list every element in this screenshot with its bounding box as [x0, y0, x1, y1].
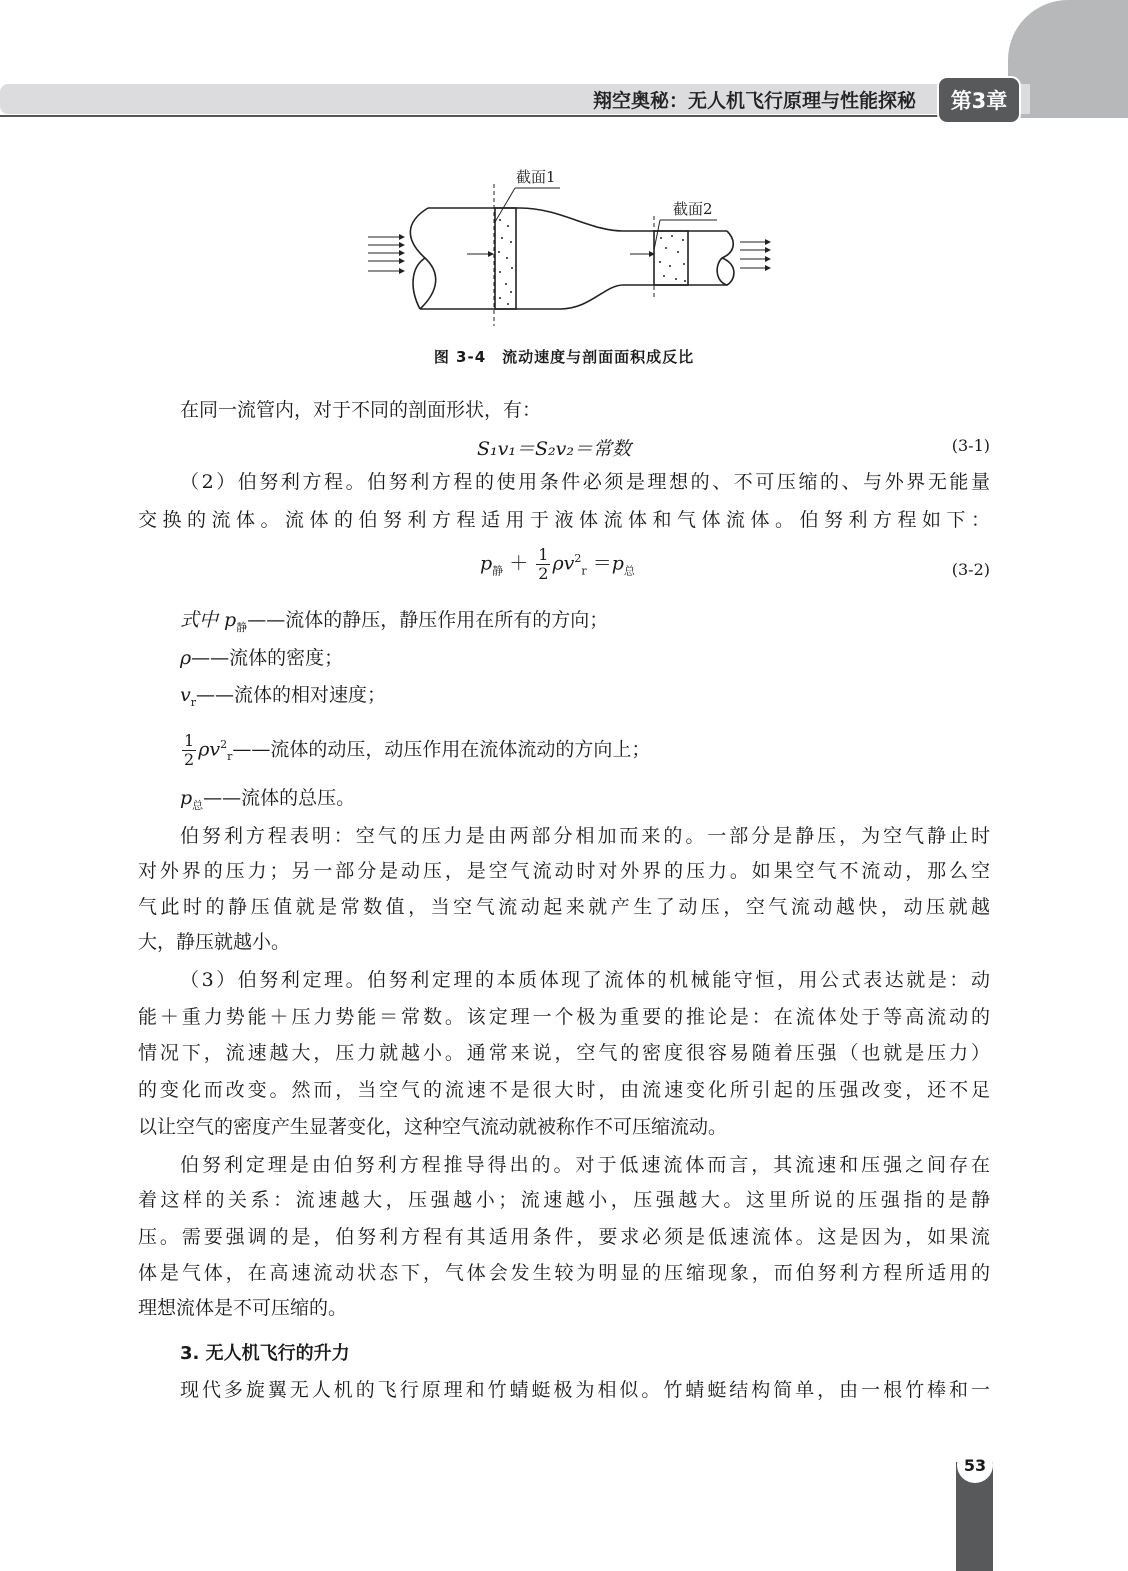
label-section1: 截面1 [516, 168, 556, 186]
paragraph-line: 的变化而改变。然而，当空气的流速不是很大时，由流速变化所引起的压强改变，还不足 [138, 1079, 990, 1101]
intro-line: 在同一流管内，对于不同的剖面形状，有： [180, 399, 542, 421]
definition-density: ρ——流体的密度； [180, 647, 344, 669]
paragraph-line: 交换的流体。流体的伯努利方程适用于液体流体和气体流体。伯努利方程如下： [138, 509, 990, 531]
paragraph-line: 伯努利方程表明：空气的压力是由两部分相加而来的。一部分是静压，为空气静止时 [180, 825, 990, 847]
figure-caption: 图 3-4 流动速度与剖面面积成反比 [433, 348, 695, 366]
definition-static-pressure: 式中 $p_静——$流体的静压，静压作用在所有的方向； [180, 609, 609, 634]
definition-dynamic-pressure: $\frac{1}{2}$ $\rho v^2_r——$流体的动压，动压作用在流体流动的方向上； [184, 730, 651, 769]
definition-total-pressure: $p_总——$流体的总压。 [180, 787, 356, 812]
paragraph-line: 大，静压就越小。 [138, 931, 291, 953]
equation-number-3-1: (3-1) [951, 436, 990, 455]
paragraph-line: 着这样的关系：流速越大，压强越小；流速越小，压强越大。这里所说的压强指的是静 [138, 1189, 990, 1211]
paragraph-line: 以让空气的密度产生显著变化，这种空气流动就被称作不可压缩流动。 [138, 1116, 728, 1138]
tube-right-end [717, 231, 734, 285]
label-section2: 截面2 [673, 200, 713, 218]
paragraph-line: 气此时的静压值就是常数值，当空气流动起来就产生了动压，空气流动越快，动压就越 [138, 896, 990, 918]
equation-3-2: $p_静$ ＋ $\frac{1}{2}$ $\rho v^2_r =p_总$ [480, 545, 635, 583]
section1-box [495, 208, 516, 309]
book-title: 翔空奥秘：无人机飞行原理与性能探秘 [592, 90, 916, 112]
tube-bottom-wall [420, 285, 727, 309]
paragraph-line: 体是气体，在高速流动状态下，气体会发生较为明显的压缩现象，而伯努利方程所适用的 [138, 1262, 990, 1284]
paragraph-line: 能＋重力势能＋压力势能＝常数。该定理一个极为重要的推论是：在流体处于等高流动的 [138, 1006, 990, 1028]
equation-number-3-2: (3-2) [951, 560, 990, 579]
section-heading: 3. 无人机飞行的升力 [180, 1343, 350, 1364]
paragraph-line: 压。需要强调的是，伯努利方程有其适用条件，要求必须是低速流体。这是因为，如果流 [138, 1226, 990, 1248]
definition-relative-velocity: $v_r——$流体的相对速度； [180, 684, 387, 709]
paragraph-line: 现代多旋翼无人机的飞行原理和竹蜻蜓极为相似。竹蜻蜓结构简单，由一根竹棒和一 [180, 1379, 990, 1401]
paragraph-line: 理想流体是不可压缩的。 [138, 1297, 348, 1319]
tube-left-end-lobe [413, 258, 425, 309]
flow-tube-figure [350, 160, 790, 340]
paragraph-line: （2）伯努利方程。伯努利方程的使用条件必须是理想的、不可压缩的、与外界无能量 [180, 471, 990, 493]
inflow-arrows [368, 237, 770, 271]
paragraph-line: 情况下，流速越大，压力就越小。通常来说，空气的密度很容易随着压强（也就是压力） [138, 1042, 990, 1064]
paragraph-line: 伯努利定理是由伯努利方程推导得出的。对于低速流体而言，其流速和压强之间存在 [180, 1154, 990, 1176]
page-number: 53 [957, 1447, 993, 1483]
chapter-badge: 第3章 [937, 76, 1021, 124]
header-rule [0, 115, 1008, 117]
paragraph-line: （3）伯努利定理。伯努利定理的本质体现了流体的机械能守恒，用公式表达就是：动 [180, 969, 990, 991]
paragraph-line: 对外界的压力；另一部分是动压，是空气流动时对外界的压力。如果空气不流动，那么空 [138, 860, 990, 882]
equation-3-1: S₁v₁＝S₂v₂＝常数 [477, 438, 631, 460]
